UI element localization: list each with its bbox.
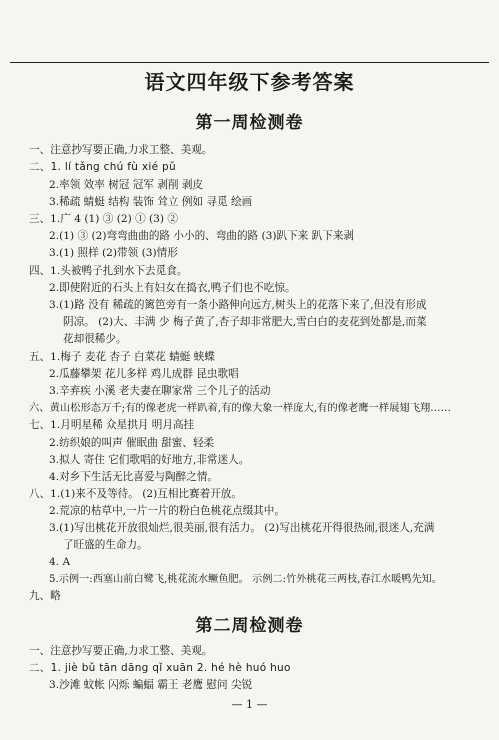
answer-line: 2.瓜藤攀架 花儿多样 鸡儿成群 昆虫歌唱 [49,368,239,380]
answer-line: 五、1.梅子 麦花 杏子 白菜花 蜻蜓 蛱蝶 [29,351,215,363]
answer-line: 3.沙滩 蚊帐 闪烁 蝙蝠 霸王 老鹰 慰问 尖锐 [49,679,253,691]
answer-line: 四、1.头被鸭子扎到水下去觅食。 [29,265,188,277]
answer-line: 2.荒凉的枯草中,一片一片的粉白色桃花点缀其中。 [49,505,285,517]
answer-line: 九、略 [29,590,61,602]
answer-line: 4. A [49,556,71,568]
answer-line: 3.(1)路 没有 稀疏的篱笆旁有一条小路伸向远方,树头上的花落下来了,但没有形成 [49,299,427,311]
answer-line: 2.纺织娘的叫声 催眠曲 甜蜜、轻柔 [49,437,215,449]
answer-line: 一、注意抄写要正确,力求工整、美观。 [29,645,213,657]
answer-line: 花却很稀少。 [63,333,127,345]
answer-line: 3.辛弃疾 小溪 老夫妻在聊家常 三个儿子的活动 [49,385,271,397]
answer-line: 二、1. jiè bǔ tān dāng qǐ xuān 2. hé hè huó huo [29,662,291,674]
answer-line: 3.拟人 寄住 它们歌唱的好地方,非常迷人。 [49,454,250,466]
header-rule [10,62,489,63]
page-title: 语文四年级下参考答案 [144,70,355,94]
answer-line: 4.对乡下生活无比喜爱与陶醉之情。 [49,471,219,483]
answer-line: 2.(1) ③ (2)弯弯曲曲的路 小小的、弯曲的路 (3)趴下来 趴下来剥 [49,230,355,242]
answer-line: 2.即使附近的石头上有妇女在捣衣,鸭子们也不吃惊。 [49,282,296,294]
answer-line: 3.稀疏 蜻蜓 结构 装饰 耸立 例如 寻觅 绘画 [49,196,253,208]
answer-line: 二、1. lí tǎng chú fù xié pǔ [29,161,176,173]
answer-line: 3.(1)写出桃花开放很灿烂,很美丽,很有活力。 (2)写出桃花开得很热闹,很迷人,充满 [49,522,435,534]
answer-line: 5.示例一:西塞山前白鹭飞,桃花流水鳜鱼肥。 示例二:竹外桃花三两枝,春江水暖鸭先知。 [49,574,443,585]
week2-title: 第二周检测卷 [195,616,304,636]
answer-line: 六、黄山松形态万千;有的像老虎一样趴着,有的像大象一样庞大,有的像老鹰一样展翅飞翔…… [29,402,451,414]
page-number: — 1 — [231,698,268,711]
week1-title: 第一周检测卷 [195,113,304,133]
answer-line: 3.(1) 照样 (2)带领 (3)情形 [49,247,178,259]
answer-line: 一、注意抄写要正确,力求工整、美观。 [29,144,213,156]
answer-line: 阴凉。 (2)大、丰满 少 梅子黄了,杏子却非常肥大,雪白白的麦花到处都是,而菜 [63,316,427,328]
answer-line: 七、1.月明星稀 众星拱月 明月高挂 [29,419,195,431]
answer-line: 八、1.(1)来不及等待。 (2)互相比赛着开放。 [29,488,242,500]
answer-line: 三、1.广 4 (1) ③ (2) ① (3) ② [29,213,178,225]
answer-line: 2.率领 效率 树冠 冠军 剥削 剥皮 [49,179,204,191]
answer-line: 了旺盛的生命力。 [63,539,148,551]
